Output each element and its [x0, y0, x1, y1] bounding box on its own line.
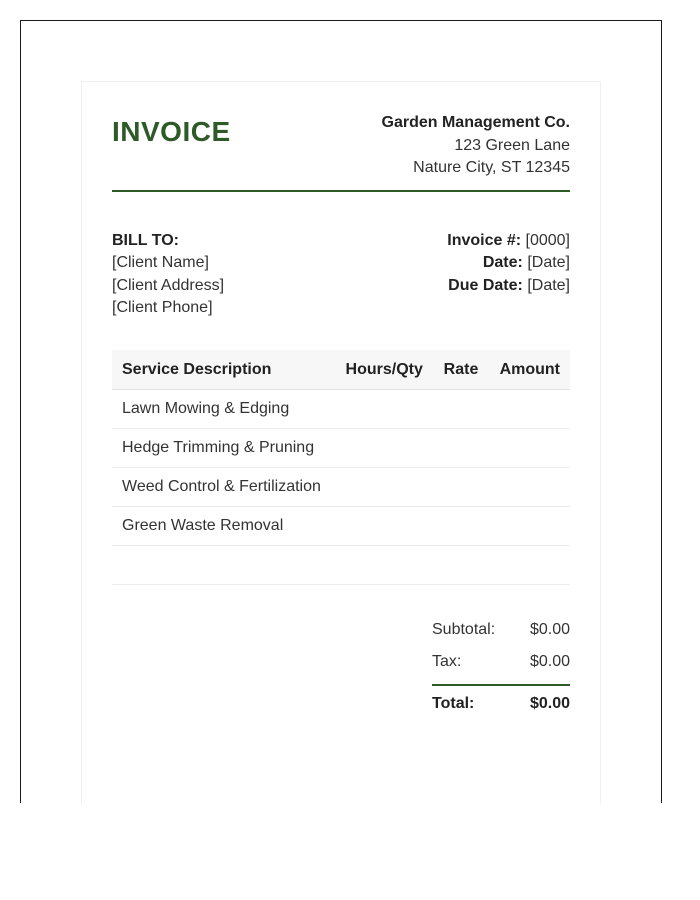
service-description: Hedge Trimming & Pruning	[112, 429, 334, 468]
invoice-meta	[447, 230, 570, 297]
service-hours	[334, 390, 433, 429]
invoice-date-line	[447, 252, 570, 274]
service-rate	[433, 390, 488, 429]
company-street: 123 Green Lane	[454, 136, 570, 154]
subtotal-value: $0.00	[529, 621, 570, 638]
invoice-number-line	[447, 230, 570, 252]
due-date-label: Due Date:	[448, 276, 523, 294]
service-amount	[488, 507, 570, 546]
tax-line	[432, 648, 570, 680]
totals-section	[432, 616, 570, 722]
table-row	[112, 468, 570, 507]
service-amount	[488, 546, 570, 585]
service-amount	[488, 468, 570, 507]
service-hours	[334, 429, 433, 468]
service-hours	[334, 546, 433, 585]
service-description	[112, 546, 334, 585]
service-rate	[433, 546, 488, 585]
service-hours	[334, 507, 433, 546]
invoice-date-value: [Date]	[527, 254, 570, 272]
table-row	[112, 507, 570, 546]
invoice-number-label: Invoice #:	[447, 232, 522, 249]
subtotal-line	[432, 616, 570, 648]
services-table	[112, 350, 570, 585]
total-value: $0.00	[529, 695, 570, 712]
bill-to-section	[112, 230, 224, 319]
client-phone: [Client Phone]	[112, 298, 213, 316]
service-amount	[488, 390, 570, 429]
column-header-rate: Rate	[433, 350, 488, 390]
client-name: [Client Name]	[112, 254, 209, 272]
table-row	[112, 390, 570, 429]
service-rate	[433, 429, 488, 468]
service-description: Lawn Mowing & Edging	[112, 390, 334, 429]
column-header-amount: Amount	[488, 350, 570, 390]
subtotal-label: Subtotal:	[432, 621, 496, 638]
company-city: Nature City, ST 12345	[413, 159, 570, 176]
company-info	[382, 112, 570, 180]
invoice-header	[112, 112, 570, 192]
tax-label: Tax:	[432, 653, 462, 670]
table-row	[112, 546, 570, 585]
bill-to-label: BILL TO:	[112, 232, 179, 249]
tax-value: $0.00	[529, 653, 570, 670]
service-amount	[488, 429, 570, 468]
client-address: [Client Address]	[112, 276, 225, 294]
due-date-line	[447, 275, 570, 297]
service-rate	[433, 507, 488, 546]
service-hours	[334, 468, 433, 507]
table-row	[112, 429, 570, 468]
total-label: Total:	[432, 695, 475, 712]
due-date-value: [Date]	[527, 276, 570, 294]
total-line	[432, 684, 570, 722]
service-description: Weed Control & Fertilization	[112, 468, 334, 507]
service-rate	[433, 468, 488, 507]
service-description: Green Waste Removal	[112, 507, 334, 546]
invoice-title: INVOICE	[112, 116, 231, 147]
column-header-hours: Hours/Qty	[334, 350, 433, 390]
company-name: Garden Management Co.	[381, 114, 570, 131]
table-header-row	[112, 350, 570, 390]
invoice-date-label: Date:	[482, 254, 523, 272]
column-header-description: Service Description	[112, 350, 334, 390]
invoice-number-value: [0000]	[525, 232, 570, 249]
